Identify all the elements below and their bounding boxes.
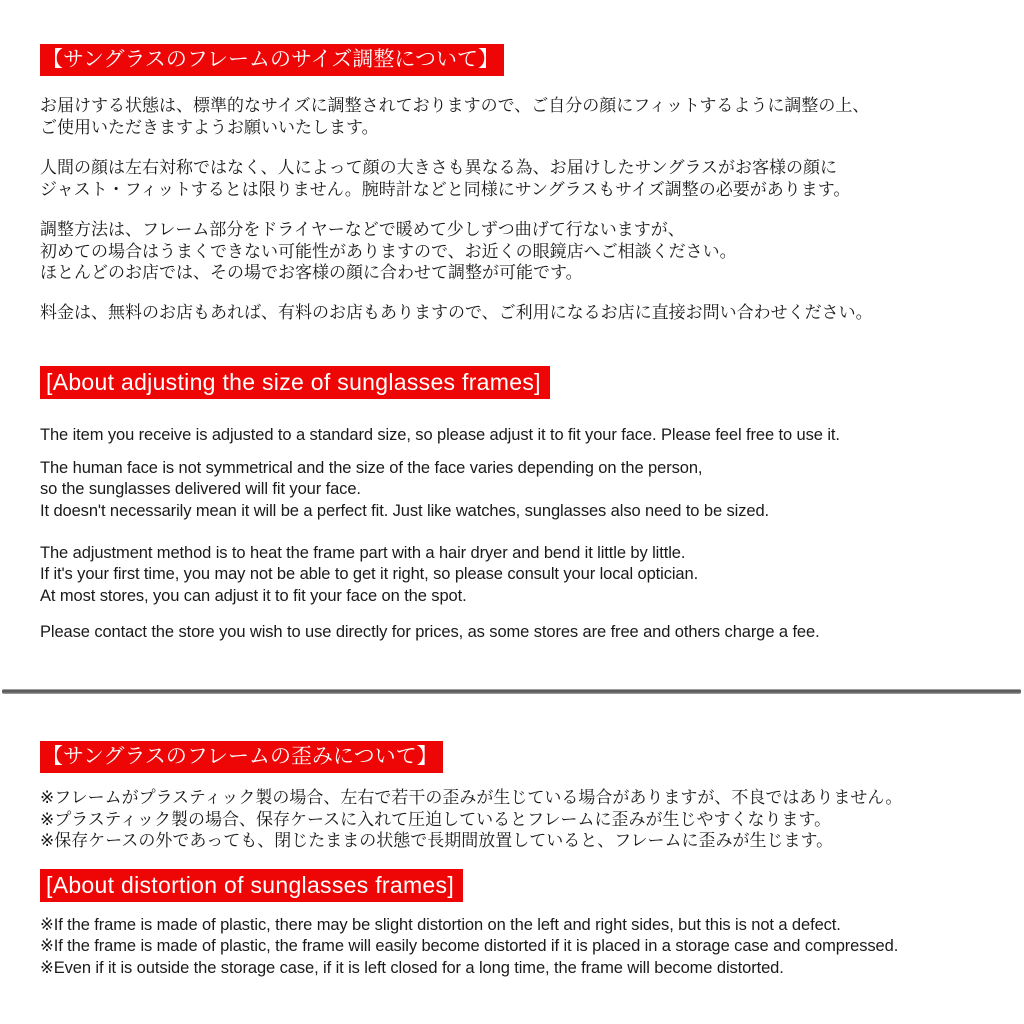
- text-line: At most stores, you can adjust it to fit your face on the spot.: [40, 586, 467, 605]
- text-line: 初めての場合はうまくできない可能性がありますので、お近くの眼鏡店へご相談ください。: [40, 241, 737, 261]
- heading-en-size-adjust: [About adjusting the size of sunglasses frames]: [40, 366, 550, 399]
- text-line: 人間の顔は左右対称ではなく、人によって顔の大きさも異なる為、お届けしたサングラスがお客様の顔に: [40, 158, 837, 177]
- text-line: The adjustment method is to heat the frame part with a hair dryer and bend it little by little.: [40, 544, 686, 562]
- jp-paragraph-face-symmetry: [40, 157, 850, 200]
- en-paragraph-face-symmetry: [40, 458, 769, 522]
- en-note-list: [40, 915, 898, 979]
- text-line: ご使用いただきますようお願いいたします。: [40, 117, 379, 137]
- jp-note-list: [40, 787, 902, 852]
- en-paragraph-fees: [40, 622, 820, 643]
- jp-paragraph-fees: [40, 302, 873, 324]
- text-line: The item you receive is adjusted to a standard size, so please adjust it to fit your face. Please feel free to use it.: [40, 426, 840, 444]
- text-line: 調整方法は、フレーム部分をドライヤーなどで暖めて少しずつ曲げて行ないますが、: [40, 220, 685, 239]
- text-line: お届けする状態は、標準的なサイズに調整されておりますので、ご自分の顔にフィットするように調整の上、: [40, 96, 870, 115]
- note-line: ※フレームがプラスティック製の場合、左右で若干の歪みが生じている場合がありますが、不良ではありません。: [40, 788, 903, 807]
- text-line: 料金は、無料のお店もあれば、有料のお店もありますので、ご利用になるお店に直接お問い合わせください。: [40, 303, 873, 322]
- jp-paragraph-delivery-state: [40, 95, 869, 138]
- heading-jp-distortion: 【サングラスのフレームの歪みについて】: [40, 741, 443, 773]
- heading-jp-size-adjust: 【サングラスのフレームのサイズ調整について】: [40, 44, 504, 76]
- note-line: ※If the frame is made of plastic, the frame will easily become distorted if it is placed in a storage case and compressed.: [40, 937, 899, 956]
- text-line: If it's your first time, you may not be able to get it right, so please consult your local optician.: [40, 565, 699, 584]
- note-line: ※保存ケースの外であっても、閉じたままの状態で長期間放置していると、フレームに歪みが生じます。: [40, 831, 834, 850]
- text-line: ジャスト・フィットするとは限りません。腕時計などと同様にサングラスもサイズ調整の必要があります。: [40, 179, 851, 199]
- section-divider: [2, 689, 1021, 694]
- heading-en-distortion: [About distortion of sunglasses frames]: [40, 869, 463, 902]
- text-line: The human face is not symmetrical and the size of the face varies depending on the person,: [40, 459, 703, 477]
- jp-paragraph-adjust-method: [40, 219, 737, 284]
- text-line: so the sunglasses delivered will fit your face.: [40, 480, 361, 499]
- note-line: ※Even if it is outside the storage case, if it is left closed for a long time, the frame will become distorted.: [40, 958, 784, 977]
- note-line: ※If the frame is made of plastic, there may be slight distortion on the left and right sides, but this is not a defect.: [40, 916, 841, 934]
- text-line: Please contact the store you wish to use directly for prices, as some stores are free and others charge a fee.: [40, 623, 820, 641]
- text-line: It doesn't necessarily mean it will be a perfect fit. Just like watches, sunglasses also need to be sized.: [40, 501, 770, 520]
- text-line: ほとんどのお店では、その場でお客様の顔に合わせて調整が可能です。: [40, 263, 583, 282]
- en-paragraph-delivery-state: [40, 425, 840, 446]
- note-line: ※プラスティック製の場合、保存ケースに入れて圧迫しているとフレームに歪みが生じやすくなります。: [40, 809, 832, 829]
- en-paragraph-adjust-method: [40, 543, 698, 607]
